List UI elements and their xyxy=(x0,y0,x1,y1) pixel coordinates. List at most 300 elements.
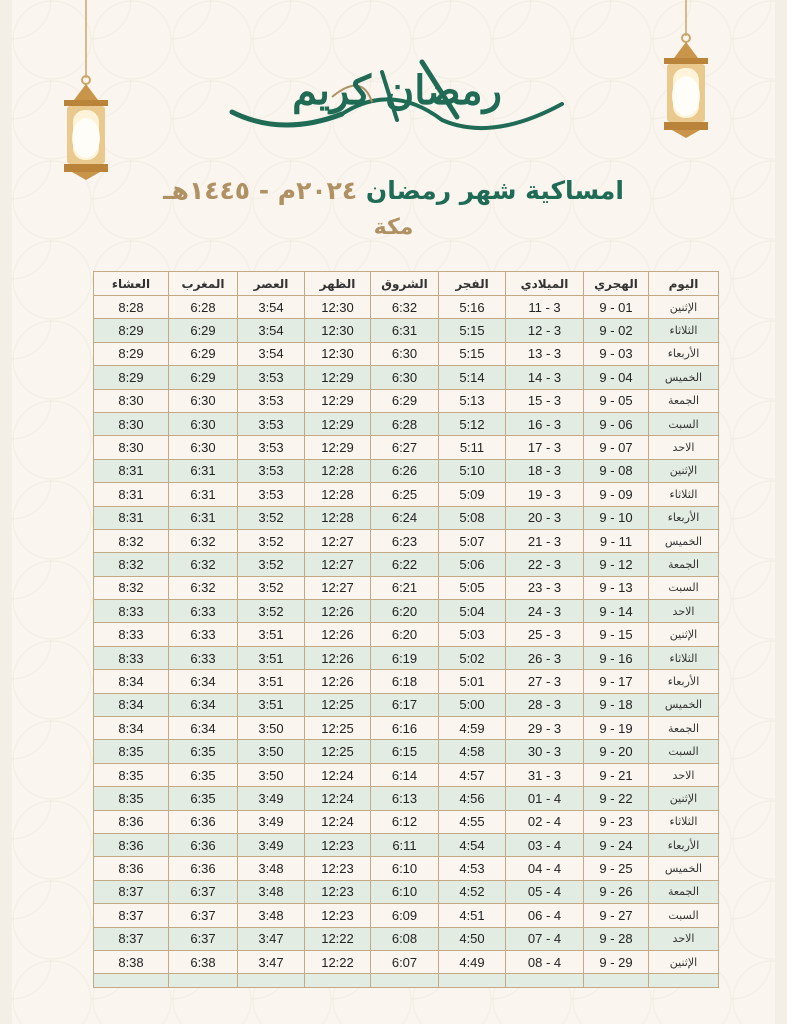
table-row xyxy=(94,506,719,529)
lantern-right-icon xyxy=(656,0,716,180)
table-row xyxy=(94,600,719,623)
cell-gregorian: 20 - 3 xyxy=(506,506,584,529)
cell-hijri: 9 - 27 xyxy=(584,904,649,927)
cell-sunrise: 6:16 xyxy=(371,717,439,740)
cell-asr: 3:53 xyxy=(238,459,305,482)
cell-maghrib: 6:29 xyxy=(169,342,238,365)
cell-dhuhr: 12:29 xyxy=(305,366,371,389)
prayer-times-table xyxy=(93,271,719,988)
cell-asr: 3:53 xyxy=(238,436,305,459)
cell-fajr: 5:16 xyxy=(439,296,506,319)
cell-hijri: 9 - 12 xyxy=(584,553,649,576)
cell-fajr: 5:05 xyxy=(439,576,506,599)
cell-fajr: 5:09 xyxy=(439,483,506,506)
cell-maghrib: 6:30 xyxy=(169,436,238,459)
cell-fajr: 4:52 xyxy=(439,880,506,903)
cell-isha: 8:35 xyxy=(94,763,169,786)
table-row xyxy=(94,670,719,693)
cell-dhuhr: 12:29 xyxy=(305,389,371,412)
cell-isha: 8:36 xyxy=(94,810,169,833)
cell-day: الاحد xyxy=(649,763,719,786)
cell-dhuhr: 12:30 xyxy=(305,296,371,319)
cell-maghrib: 6:37 xyxy=(169,880,238,903)
cell-day: الإثنين xyxy=(649,787,719,810)
cell-gregorian: 13 - 3 xyxy=(506,342,584,365)
cell-isha: 8:29 xyxy=(94,319,169,342)
cell-asr: 3:51 xyxy=(238,693,305,716)
cell-fajr: 4:54 xyxy=(439,833,506,856)
empty-cell xyxy=(439,974,506,988)
table-row xyxy=(94,459,719,482)
cell-isha: 8:33 xyxy=(94,600,169,623)
cell-day: الأربعاء xyxy=(649,506,719,529)
cell-sunrise: 6:12 xyxy=(371,810,439,833)
cell-maghrib: 6:37 xyxy=(169,927,238,950)
empty-cell xyxy=(238,974,305,988)
cell-sunrise: 6:27 xyxy=(371,436,439,459)
cell-day: الأربعاء xyxy=(649,342,719,365)
cell-gregorian: 26 - 3 xyxy=(506,646,584,669)
empty-cell xyxy=(169,974,238,988)
cell-hijri: 9 - 26 xyxy=(584,880,649,903)
column-header-gregorian: الميلادي xyxy=(506,272,584,296)
empty-cell xyxy=(649,974,719,988)
cell-maghrib: 6:36 xyxy=(169,810,238,833)
table-row xyxy=(94,740,719,763)
cell-sunrise: 6:20 xyxy=(371,623,439,646)
cell-dhuhr: 12:24 xyxy=(305,810,371,833)
cell-hijri: 9 - 20 xyxy=(584,740,649,763)
cell-hijri: 9 - 13 xyxy=(584,576,649,599)
cell-fajr: 4:51 xyxy=(439,904,506,927)
cell-day: الجمعة xyxy=(649,553,719,576)
empty-cell xyxy=(506,974,584,988)
cell-asr: 3:51 xyxy=(238,646,305,669)
cell-gregorian: 06 - 4 xyxy=(506,904,584,927)
cell-isha: 8:29 xyxy=(94,342,169,365)
cell-hijri: 9 - 07 xyxy=(584,436,649,459)
cell-gregorian: 23 - 3 xyxy=(506,576,584,599)
cell-dhuhr: 12:30 xyxy=(305,342,371,365)
cell-dhuhr: 12:28 xyxy=(305,506,371,529)
cell-sunrise: 6:21 xyxy=(371,576,439,599)
cell-gregorian: 19 - 3 xyxy=(506,483,584,506)
table-row xyxy=(94,529,719,552)
cell-dhuhr: 12:27 xyxy=(305,576,371,599)
column-header-maghrib: المغرب xyxy=(169,272,238,296)
cell-isha: 8:35 xyxy=(94,740,169,763)
cell-day: الثلاثاء xyxy=(649,483,719,506)
column-header-sunrise: الشروق xyxy=(371,272,439,296)
cell-sunrise: 6:22 xyxy=(371,553,439,576)
table-row xyxy=(94,693,719,716)
cell-fajr: 5:14 xyxy=(439,366,506,389)
table-row xyxy=(94,436,719,459)
cell-asr: 3:49 xyxy=(238,833,305,856)
cell-day: الجمعة xyxy=(649,717,719,740)
table-row xyxy=(94,553,719,576)
cell-dhuhr: 12:25 xyxy=(305,717,371,740)
cell-maghrib: 6:30 xyxy=(169,389,238,412)
cell-maghrib: 6:34 xyxy=(169,670,238,693)
cell-asr: 3:53 xyxy=(238,412,305,435)
cell-asr: 3:50 xyxy=(238,740,305,763)
cell-fajr: 4:50 xyxy=(439,927,506,950)
cell-day: الجمعة xyxy=(649,880,719,903)
cell-isha: 8:37 xyxy=(94,927,169,950)
cell-dhuhr: 12:23 xyxy=(305,880,371,903)
cell-gregorian: 25 - 3 xyxy=(506,623,584,646)
cell-dhuhr: 12:23 xyxy=(305,904,371,927)
cell-hijri: 9 - 19 xyxy=(584,717,649,740)
city-name: مكة xyxy=(373,215,414,240)
cell-gregorian: 05 - 4 xyxy=(506,880,584,903)
cell-isha: 8:34 xyxy=(94,693,169,716)
table-row xyxy=(94,342,719,365)
cell-isha: 8:33 xyxy=(94,646,169,669)
cell-fajr: 5:04 xyxy=(439,600,506,623)
cell-isha: 8:34 xyxy=(94,670,169,693)
cell-asr: 3:54 xyxy=(238,319,305,342)
cell-day: الإثنين xyxy=(649,950,719,973)
cell-fajr: 5:13 xyxy=(439,389,506,412)
table-row xyxy=(94,880,719,903)
table-row xyxy=(94,927,719,950)
cell-day: الاحد xyxy=(649,600,719,623)
cell-fajr: 5:02 xyxy=(439,646,506,669)
cell-isha: 8:32 xyxy=(94,529,169,552)
cell-gregorian: 16 - 3 xyxy=(506,412,584,435)
cell-gregorian: 03 - 4 xyxy=(506,833,584,856)
cell-day: السبت xyxy=(649,904,719,927)
cell-isha: 8:29 xyxy=(94,366,169,389)
cell-sunrise: 6:20 xyxy=(371,600,439,623)
cell-maghrib: 6:35 xyxy=(169,763,238,786)
cell-day: الإثنين xyxy=(649,296,719,319)
title-main: امساكية شهر رمضان xyxy=(365,176,624,205)
cell-gregorian: 12 - 3 xyxy=(506,319,584,342)
cell-dhuhr: 12:23 xyxy=(305,833,371,856)
cell-maghrib: 6:35 xyxy=(169,740,238,763)
cell-hijri: 9 - 21 xyxy=(584,763,649,786)
cell-maghrib: 6:33 xyxy=(169,623,238,646)
cell-asr: 3:52 xyxy=(238,506,305,529)
cell-gregorian: 08 - 4 xyxy=(506,950,584,973)
cell-dhuhr: 12:29 xyxy=(305,436,371,459)
cell-sunrise: 6:17 xyxy=(371,693,439,716)
cell-hijri: 9 - 03 xyxy=(584,342,649,365)
cell-isha: 8:36 xyxy=(94,833,169,856)
cell-day: السبت xyxy=(649,576,719,599)
cell-hijri: 9 - 24 xyxy=(584,833,649,856)
cell-dhuhr: 12:25 xyxy=(305,693,371,716)
cell-fajr: 5:15 xyxy=(439,342,506,365)
cell-day: الأربعاء xyxy=(649,670,719,693)
cell-sunrise: 6:15 xyxy=(371,740,439,763)
cell-day: الاحد xyxy=(649,436,719,459)
cell-hijri: 9 - 05 xyxy=(584,389,649,412)
cell-dhuhr: 12:24 xyxy=(305,787,371,810)
ramadan-kareem-calligraphy xyxy=(222,42,572,152)
cell-day: السبت xyxy=(649,740,719,763)
cell-gregorian: 31 - 3 xyxy=(506,763,584,786)
table-row xyxy=(94,319,719,342)
cell-hijri: 9 - 08 xyxy=(584,459,649,482)
cell-isha: 8:36 xyxy=(94,857,169,880)
cell-isha: 8:28 xyxy=(94,296,169,319)
cell-sunrise: 6:10 xyxy=(371,857,439,880)
cell-isha: 8:30 xyxy=(94,436,169,459)
cell-maghrib: 6:37 xyxy=(169,904,238,927)
cell-asr: 3:52 xyxy=(238,576,305,599)
cell-gregorian: 15 - 3 xyxy=(506,389,584,412)
cell-isha: 8:30 xyxy=(94,412,169,435)
lantern-left-icon xyxy=(56,0,116,180)
title-year: ٢٠٢٤م - ١٤٤٥هـ xyxy=(163,176,358,205)
cell-hijri: 9 - 10 xyxy=(584,506,649,529)
cell-dhuhr: 12:27 xyxy=(305,553,371,576)
cell-asr: 3:53 xyxy=(238,366,305,389)
cell-sunrise: 6:29 xyxy=(371,389,439,412)
cell-dhuhr: 12:26 xyxy=(305,600,371,623)
cell-isha: 8:32 xyxy=(94,553,169,576)
cell-sunrise: 6:30 xyxy=(371,342,439,365)
cell-isha: 8:34 xyxy=(94,717,169,740)
cell-fajr: 5:06 xyxy=(439,553,506,576)
cell-fajr: 5:03 xyxy=(439,623,506,646)
cell-hijri: 9 - 11 xyxy=(584,529,649,552)
cell-isha: 8:31 xyxy=(94,459,169,482)
cell-hijri: 9 - 09 xyxy=(584,483,649,506)
cell-dhuhr: 12:28 xyxy=(305,459,371,482)
cell-sunrise: 6:09 xyxy=(371,904,439,927)
cell-day: الثلاثاء xyxy=(649,810,719,833)
empty-cell xyxy=(371,974,439,988)
cell-hijri: 9 - 22 xyxy=(584,787,649,810)
cell-hijri: 9 - 02 xyxy=(584,319,649,342)
column-header-asr: العصر xyxy=(238,272,305,296)
cell-gregorian: 24 - 3 xyxy=(506,600,584,623)
cell-hijri: 9 - 16 xyxy=(584,646,649,669)
cell-hijri: 9 - 17 xyxy=(584,670,649,693)
cell-gregorian: 04 - 4 xyxy=(506,857,584,880)
cell-dhuhr: 12:29 xyxy=(305,412,371,435)
table-row xyxy=(94,857,719,880)
cell-gregorian: 21 - 3 xyxy=(506,529,584,552)
cell-gregorian: 02 - 4 xyxy=(506,810,584,833)
cell-fajr: 5:08 xyxy=(439,506,506,529)
cell-asr: 3:50 xyxy=(238,763,305,786)
cell-gregorian: 29 - 3 xyxy=(506,717,584,740)
column-header-isha: العشاء xyxy=(94,272,169,296)
cell-day: الجمعة xyxy=(649,389,719,412)
cell-gregorian: 28 - 3 xyxy=(506,693,584,716)
table-row xyxy=(94,623,719,646)
cell-maghrib: 6:31 xyxy=(169,506,238,529)
cell-isha: 8:33 xyxy=(94,623,169,646)
cell-gregorian: 18 - 3 xyxy=(506,459,584,482)
cell-gregorian: 01 - 4 xyxy=(506,787,584,810)
cell-maghrib: 6:34 xyxy=(169,693,238,716)
page-title xyxy=(12,176,775,205)
cell-maghrib: 6:36 xyxy=(169,833,238,856)
table-row xyxy=(94,412,719,435)
cell-isha: 8:31 xyxy=(94,506,169,529)
column-header-dhuhr: الظهر xyxy=(305,272,371,296)
cell-asr: 3:47 xyxy=(238,927,305,950)
table-row xyxy=(94,950,719,973)
cell-fajr: 5:11 xyxy=(439,436,506,459)
cell-day: الثلاثاء xyxy=(649,646,719,669)
cell-fajr: 4:55 xyxy=(439,810,506,833)
table-row xyxy=(94,833,719,856)
empty-cell xyxy=(584,974,649,988)
cell-isha: 8:31 xyxy=(94,483,169,506)
cell-fajr: 5:10 xyxy=(439,459,506,482)
cell-sunrise: 6:28 xyxy=(371,412,439,435)
cell-fajr: 4:56 xyxy=(439,787,506,810)
cell-maghrib: 6:28 xyxy=(169,296,238,319)
cell-isha: 8:37 xyxy=(94,904,169,927)
cell-day: الثلاثاء xyxy=(649,319,719,342)
table-row xyxy=(94,296,719,319)
cell-hijri: 9 - 06 xyxy=(584,412,649,435)
cell-sunrise: 6:32 xyxy=(371,296,439,319)
cell-fajr: 4:53 xyxy=(439,857,506,880)
table-row xyxy=(94,810,719,833)
cell-isha: 8:37 xyxy=(94,880,169,903)
cell-hijri: 9 - 04 xyxy=(584,366,649,389)
cell-asr: 3:52 xyxy=(238,600,305,623)
cell-gregorian: 30 - 3 xyxy=(506,740,584,763)
cell-dhuhr: 12:24 xyxy=(305,763,371,786)
cell-sunrise: 6:10 xyxy=(371,880,439,903)
cell-maghrib: 6:30 xyxy=(169,412,238,435)
cell-sunrise: 6:07 xyxy=(371,950,439,973)
cell-fajr: 4:58 xyxy=(439,740,506,763)
cell-gregorian: 22 - 3 xyxy=(506,553,584,576)
cell-dhuhr: 12:22 xyxy=(305,927,371,950)
cell-hijri: 9 - 01 xyxy=(584,296,649,319)
cell-dhuhr: 12:25 xyxy=(305,740,371,763)
empty-cell xyxy=(94,974,169,988)
cell-fajr: 5:01 xyxy=(439,670,506,693)
table-row xyxy=(94,483,719,506)
column-header-day: اليوم xyxy=(649,272,719,296)
cell-gregorian: 11 - 3 xyxy=(506,296,584,319)
cell-dhuhr: 12:22 xyxy=(305,950,371,973)
cell-asr: 3:52 xyxy=(238,529,305,552)
cell-asr: 3:48 xyxy=(238,880,305,903)
cell-maghrib: 6:32 xyxy=(169,576,238,599)
cell-asr: 3:47 xyxy=(238,950,305,973)
cell-sunrise: 6:30 xyxy=(371,366,439,389)
cell-day: السبت xyxy=(649,412,719,435)
calligraphy-text: رمضان كريم xyxy=(292,67,502,114)
cell-asr: 3:53 xyxy=(238,483,305,506)
cell-day: الخميس xyxy=(649,366,719,389)
cell-gregorian: 14 - 3 xyxy=(506,366,584,389)
cell-maghrib: 6:33 xyxy=(169,646,238,669)
cell-dhuhr: 12:26 xyxy=(305,646,371,669)
table-row xyxy=(94,904,719,927)
cell-isha: 8:32 xyxy=(94,576,169,599)
cell-sunrise: 6:14 xyxy=(371,763,439,786)
cell-sunrise: 6:23 xyxy=(371,529,439,552)
cell-asr: 3:52 xyxy=(238,553,305,576)
cell-maghrib: 6:32 xyxy=(169,553,238,576)
cell-day: الخميس xyxy=(649,529,719,552)
cell-day: الإثنين xyxy=(649,459,719,482)
cell-sunrise: 6:26 xyxy=(371,459,439,482)
table-row xyxy=(94,763,719,786)
cell-asr: 3:53 xyxy=(238,389,305,412)
cell-gregorian: 17 - 3 xyxy=(506,436,584,459)
cell-dhuhr: 12:23 xyxy=(305,857,371,880)
cell-isha: 8:35 xyxy=(94,787,169,810)
cell-dhuhr: 12:30 xyxy=(305,319,371,342)
cell-asr: 3:50 xyxy=(238,717,305,740)
cell-maghrib: 6:29 xyxy=(169,366,238,389)
cell-sunrise: 6:11 xyxy=(371,833,439,856)
cell-asr: 3:51 xyxy=(238,623,305,646)
cell-sunrise: 6:13 xyxy=(371,787,439,810)
cell-hijri: 9 - 25 xyxy=(584,857,649,880)
cell-asr: 3:48 xyxy=(238,904,305,927)
cell-gregorian: 07 - 4 xyxy=(506,927,584,950)
cell-maghrib: 6:32 xyxy=(169,529,238,552)
cell-sunrise: 6:19 xyxy=(371,646,439,669)
cell-maghrib: 6:38 xyxy=(169,950,238,973)
cell-sunrise: 6:31 xyxy=(371,319,439,342)
table-header-row xyxy=(94,272,719,296)
cell-sunrise: 6:18 xyxy=(371,670,439,693)
imsakia-page xyxy=(12,0,775,1024)
cell-dhuhr: 12:26 xyxy=(305,670,371,693)
cell-hijri: 9 - 29 xyxy=(584,950,649,973)
cell-asr: 3:49 xyxy=(238,787,305,810)
cell-dhuhr: 12:27 xyxy=(305,529,371,552)
cell-sunrise: 6:24 xyxy=(371,506,439,529)
cell-maghrib: 6:29 xyxy=(169,319,238,342)
cell-fajr: 4:59 xyxy=(439,717,506,740)
cell-maghrib: 6:35 xyxy=(169,787,238,810)
cell-hijri: 9 - 14 xyxy=(584,600,649,623)
table-row xyxy=(94,787,719,810)
cell-asr: 3:51 xyxy=(238,670,305,693)
cell-day: الإثنين xyxy=(649,623,719,646)
table-empty-row xyxy=(94,974,719,988)
cell-fajr: 5:07 xyxy=(439,529,506,552)
cell-fajr: 5:15 xyxy=(439,319,506,342)
cell-dhuhr: 12:28 xyxy=(305,483,371,506)
cell-asr: 3:48 xyxy=(238,857,305,880)
cell-sunrise: 6:08 xyxy=(371,927,439,950)
cell-asr: 3:49 xyxy=(238,810,305,833)
cell-isha: 8:30 xyxy=(94,389,169,412)
cell-maghrib: 6:34 xyxy=(169,717,238,740)
table-row xyxy=(94,646,719,669)
cell-hijri: 9 - 18 xyxy=(584,693,649,716)
cell-hijri: 9 - 23 xyxy=(584,810,649,833)
cell-day: الأربعاء xyxy=(649,833,719,856)
cell-maghrib: 6:31 xyxy=(169,483,238,506)
cell-day: الخميس xyxy=(649,857,719,880)
cell-maghrib: 6:31 xyxy=(169,459,238,482)
cell-isha: 8:38 xyxy=(94,950,169,973)
cell-hijri: 9 - 28 xyxy=(584,927,649,950)
table-row xyxy=(94,366,719,389)
